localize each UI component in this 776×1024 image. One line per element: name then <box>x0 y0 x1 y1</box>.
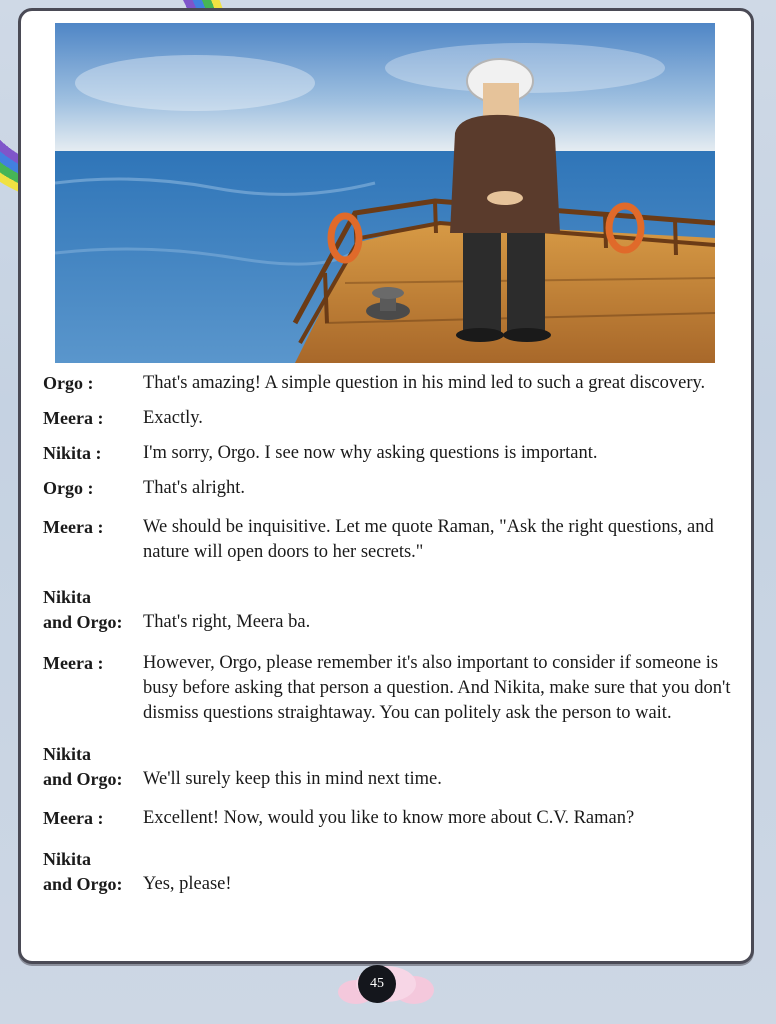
speaker-label: Nikita and Orgo: <box>43 587 123 632</box>
speaker-label: Nikita and Orgo: <box>43 849 123 894</box>
dialogue-line: That's alright. <box>143 478 245 498</box>
dialogue-row <box>43 585 733 635</box>
dialogue-row <box>43 806 733 831</box>
speaker-label: Orgo : <box>43 373 94 393</box>
speaker-label: Meera : <box>43 408 104 428</box>
speaker-label: Nikita and Orgo: <box>43 744 123 789</box>
dialogue-row <box>43 441 733 466</box>
dialogue-line: That's right, Meera ba. <box>143 612 311 632</box>
dialogue-line: However, Orgo, please remember it's also important to consider if someone is busy before asking that person a question. And Nikita, make sure that you don't dismiss questions straightaway. You can politely ask the person to wait. <box>143 653 731 723</box>
speaker-label: Meera : <box>43 808 104 828</box>
page-number: 45 <box>358 965 396 1003</box>
dialogue-line: We should be inquisitive. Let me quote Raman, "Ask the right questions, and nature will open doors to her secrets." <box>143 517 714 562</box>
dialogue-row <box>43 371 733 396</box>
speaker-label: Nikita : <box>43 443 102 463</box>
dialogue-row <box>43 515 733 565</box>
page-panel <box>18 8 754 964</box>
dialogue-row <box>43 847 733 897</box>
dialogue <box>43 371 733 897</box>
ship-deck-illustration <box>55 23 715 363</box>
speaker-label: Meera : <box>43 653 104 673</box>
dialogue-line: That's amazing! A simple question in his mind led to such a great discovery. <box>143 373 706 393</box>
speaker-label: Meera : <box>43 517 104 537</box>
dialogue-row <box>43 476 733 501</box>
speaker-label: Orgo : <box>43 478 94 498</box>
dialogue-row <box>43 406 733 431</box>
dialogue-line: I'm sorry, Orgo. I see now why asking questions is important. <box>143 443 598 463</box>
dialogue-line: Yes, please! <box>143 874 232 894</box>
dialogue-line: We'll surely keep this in mind next time. <box>143 769 442 789</box>
dialogue-line: Exactly. <box>143 408 203 428</box>
dialogue-line: Excellent! Now, would you like to know more about C.V. Raman? <box>143 808 635 828</box>
dialogue-row <box>43 651 733 726</box>
dialogue-row <box>43 742 733 792</box>
